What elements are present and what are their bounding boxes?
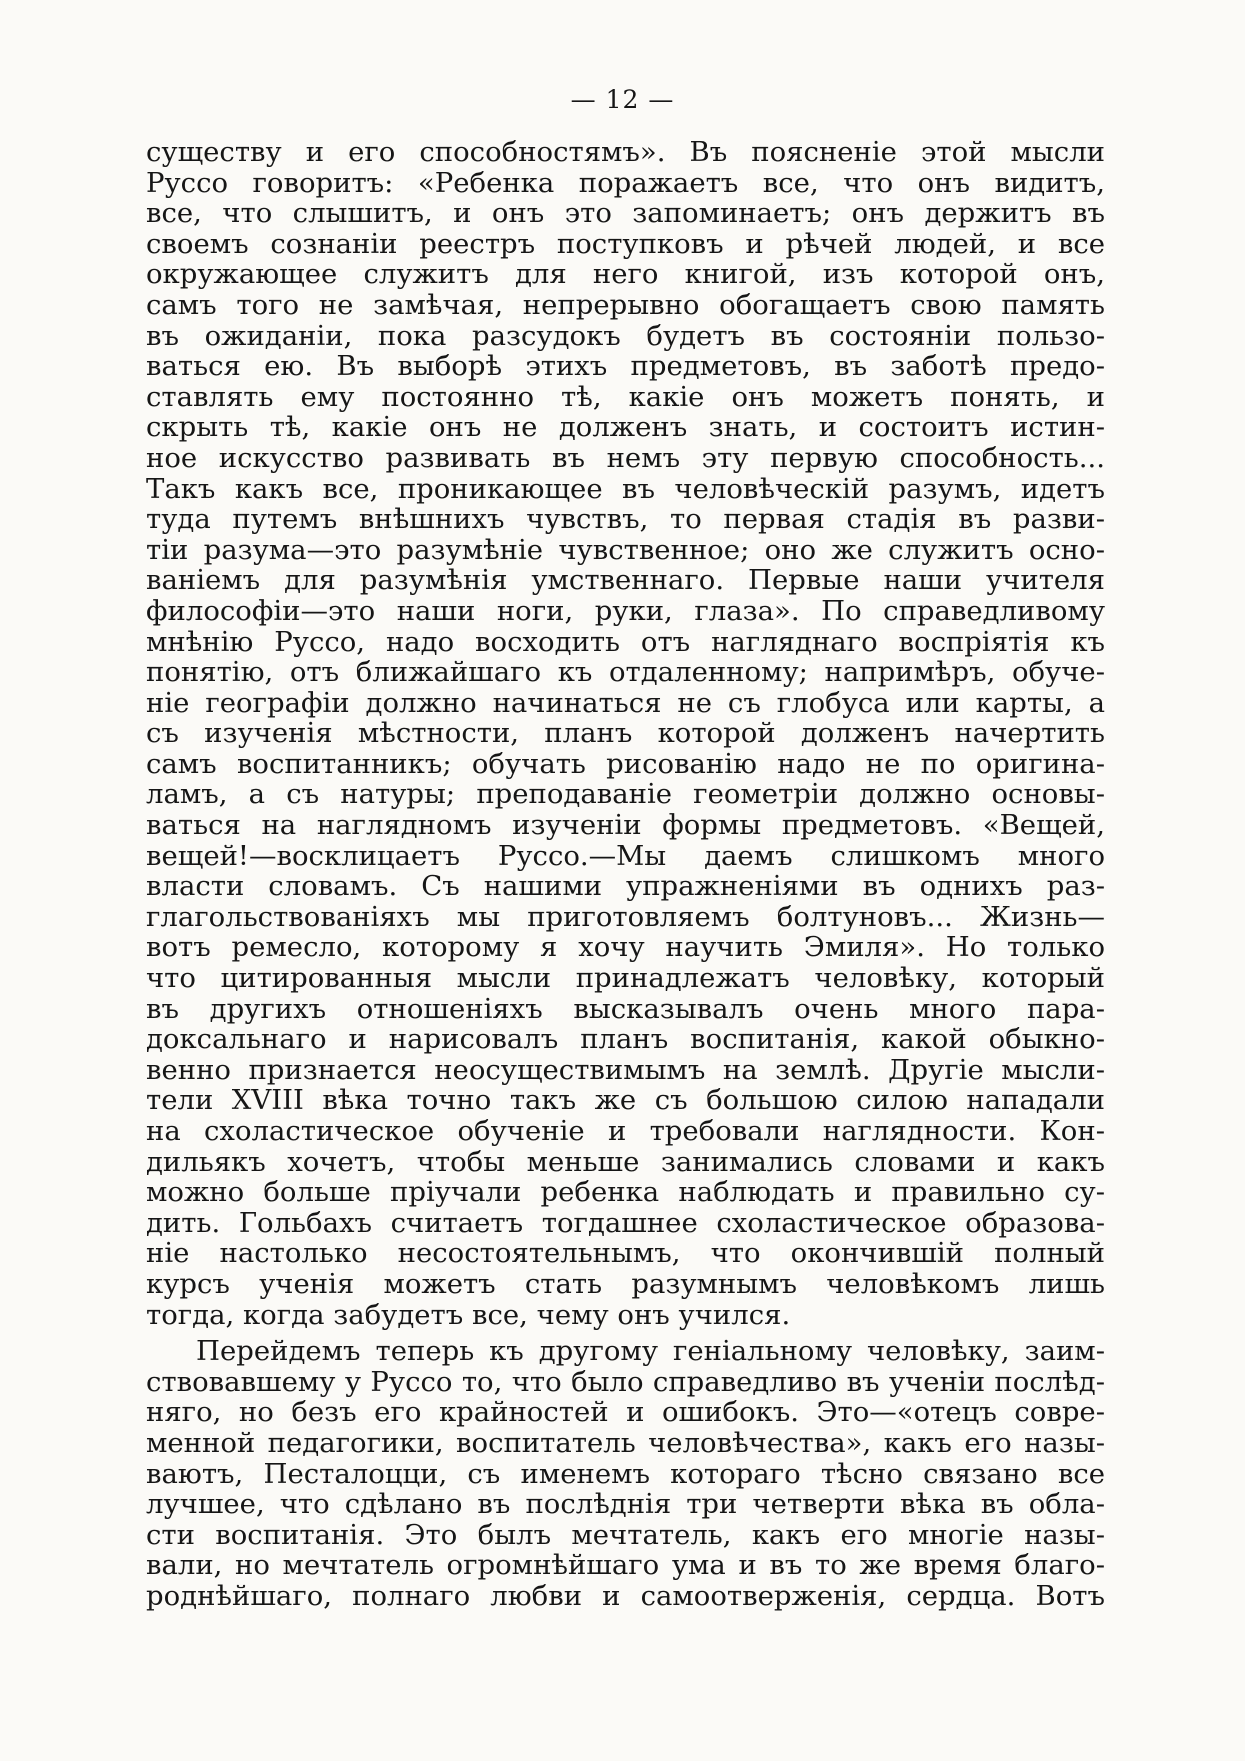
paragraph <box>146 137 1105 1330</box>
text-line: все, что слышитъ, и онъ это запоминаетъ; онъ держитъ въ <box>146 197 1105 230</box>
text-line: ніе географіи должно начинаться не съ глобуса или карты, а <box>146 686 1105 719</box>
text-line: сти воспитанія. Это былъ мечтатель, какъ его многіе назы- <box>146 1518 1105 1551</box>
text-line: мнѣнію Руссо, надо восходить отъ нагляднаго воспріятія къ <box>146 625 1105 658</box>
text-line: существу и его способностямъ». Въ поясненіе этой мысли <box>146 136 1105 168</box>
text-line: ваніемъ для разумѣнія умственнаго. Первые наши учителя <box>146 564 1105 597</box>
text-line: окружающее служитъ для него книгой, изъ которой онъ, <box>146 258 1105 291</box>
text-line: венно признается неосуществимымъ на землѣ. Другіе мысли- <box>146 1053 1105 1086</box>
page-number: — 12 — <box>570 85 675 114</box>
text-line: власти словамъ. Съ нашими упражненіями въ однихъ раз- <box>146 870 1105 903</box>
text-line: дить. Гольбахъ считаетъ тогдашнее схоластическое образова- <box>146 1206 1105 1239</box>
text-line: тіи разума—это разумѣніе чувственное; оно же служитъ осно- <box>146 533 1105 566</box>
text-line: что цитированныя мысли принадлежатъ человѣку, который <box>146 962 1105 995</box>
text-line: своемъ сознаніи реестръ поступковъ и рѣчей людей, и все <box>146 227 1105 260</box>
text-line: вещей!—восклицаетъ Руссо.—Мы даемъ слишкомъ много <box>146 839 1105 872</box>
text-line: ламъ, а съ натуры; преподаваніе геометріи должно основы- <box>146 778 1105 811</box>
text-line: философіи—это наши ноги, руки, глаза». По справедливому <box>146 594 1105 627</box>
text-line: ваться ею. Въ выборѣ этихъ предметовъ, въ заботѣ предо- <box>146 350 1105 383</box>
text-line: понятію, отъ ближайшаго къ отдаленному; напримѣръ, обуче- <box>146 656 1105 689</box>
text-line: можно больше пріучали ребенка наблюдать и правильно су- <box>146 1176 1105 1209</box>
text-line: ставлять ему постоянно тѣ, какіе онъ можетъ понять, и <box>146 380 1105 413</box>
text-line: дильякъ хочетъ, чтобы меньше занимались словами и какъ <box>146 1145 1105 1178</box>
text-line: лучшее, что сдѣлано въ послѣднія три четверти вѣка въ обла- <box>146 1488 1105 1521</box>
text-line: на схоластическое обученіе и требовали наглядности. Кон- <box>146 1115 1105 1147</box>
text-line: въ другихъ отношеніяхъ высказывалъ очень много пара- <box>146 992 1105 1025</box>
text-line: менной педагогики, воспитатель человѣчества», какъ его назы- <box>146 1426 1105 1459</box>
text-line: Руссо говоритъ: «Ребенка поражаетъ все, что онъ видитъ, <box>146 166 1105 199</box>
text-line: няго, но безъ его крайностей и ошибокъ. Это—«отецъ совре- <box>146 1396 1105 1429</box>
text-line: ное искусство развивать въ немъ эту первую способность... <box>146 441 1105 474</box>
text-line: ствовавшему у Руссо то, что было справедливо въ ученіи послѣд- <box>146 1365 1105 1398</box>
text-line: тели XVIII вѣка точно такъ же съ большою силою нападали <box>146 1084 1105 1117</box>
text-line: доксальнаго и нарисовалъ планъ воспитанія, какой обыкно- <box>146 1023 1105 1056</box>
text-line: вотъ ремесло, которому я хочу научить Эмиля». Но только <box>146 931 1105 964</box>
text-line: вали, но мечтатель огромнѣйшаго ума и въ то же время благо- <box>146 1549 1105 1582</box>
text-line: туда путемъ внѣшнихъ чувствъ, то первая стадія въ разви- <box>146 503 1105 536</box>
text-line: ніе настолько несостоятельнымъ, что окончившій полный <box>146 1237 1105 1270</box>
text-line: Перейдемъ теперь къ другому геніальному человѣку, заим- <box>196 1335 1105 1368</box>
text-line: въ ожиданіи, пока разсудокъ будетъ въ состояніи пользо- <box>146 319 1105 352</box>
text-line: самъ того не замѣчая, непрерывно обогащаетъ свою память <box>146 288 1105 321</box>
text-line: курсъ ученія можетъ стать разумнымъ человѣкомъ лишь <box>146 1267 1105 1300</box>
text-line: Такъ какъ все, проникающее въ человѣческій разумъ, идетъ <box>146 472 1105 505</box>
text-line: роднѣйшаго, полнаго любви и самоотверженія, сердца. Вотъ <box>146 1579 1105 1612</box>
text-line: самъ воспитанникъ; обучать рисованію надо не по оригина- <box>146 747 1105 780</box>
text-line: глагольствованіяхъ мы приготовляемъ болтуновъ... Жизнь— <box>146 900 1105 933</box>
text-line: ваютъ, Песталоцци, съ именемъ котораго тѣсно связано все <box>146 1457 1105 1490</box>
text-line: ваться на наглядномъ изученіи формы предметовъ. «Вещей, <box>146 809 1105 842</box>
text-line: скрыть тѣ, какіе онъ не долженъ знать, и состоитъ истин- <box>146 411 1105 444</box>
paragraph <box>146 1330 1105 1611</box>
text-block <box>146 137 1105 1612</box>
text-line: съ изученія мѣстности, планъ которой долженъ начертить <box>146 717 1105 750</box>
text-line: тогда, когда забудетъ все, чему онъ учился. <box>146 1298 791 1331</box>
